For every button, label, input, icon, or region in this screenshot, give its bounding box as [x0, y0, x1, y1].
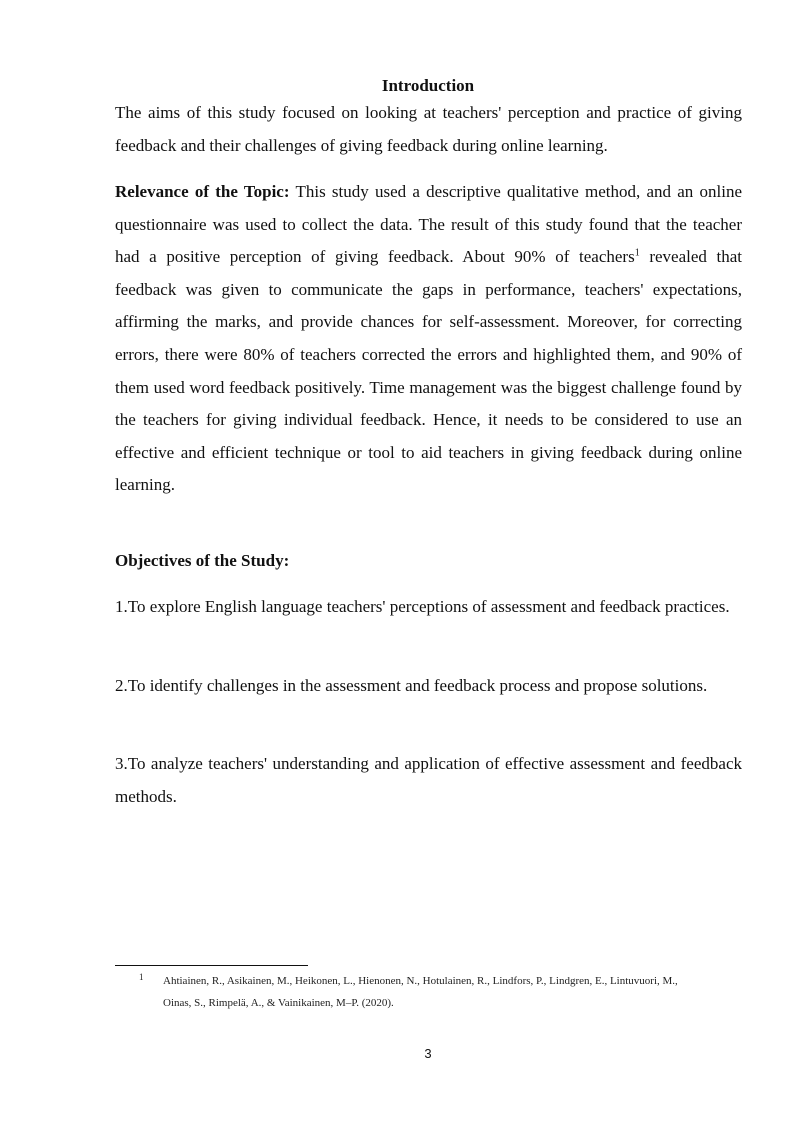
- intro-paragraph: The aims of this study focused on looking at teachers' perception and practice of giving feedback and their challenges of giving feedback during online learning.: [115, 103, 742, 155]
- footnote-mark: 1: [139, 972, 144, 982]
- relevance-text-after: revealed that feedback was given to communicate the gaps in performance, teachers' expectations, affirming the marks, and provide chances for self-assessment. Moreover, for correcting errors, there were 80% of teachers corrected the errors and highlighted them, and 90% of them used word feedback positively. Time management was the biggest challenge found by the teachers for giving individual feedback. Hence, it needs to be considered to use an effective and efficient technique or tool to aid teachers in giving feedback during online learning.: [115, 247, 742, 495]
- footnote-line-1: Ahtiainen, R., Asikainen, M., Heikonen, L., Hienonen, N., Hotulainen, R., Lindfors, P., Lindgren, E., Lintuvuori, M.,: [163, 975, 678, 987]
- footnote-divider: [115, 965, 308, 966]
- relevance-paragraph: [115, 176, 742, 502]
- objective-item-1: 1.To explore English language teachers' perceptions of assessment and feedback practices.: [115, 597, 730, 616]
- objective-item-2: 2.To identify challenges in the assessment and feedback process and propose solutions.: [115, 676, 708, 695]
- footnote-line-2: Oinas, S., Rimpelä, A., & Vainikainen, M–P. (2020).: [163, 997, 394, 1009]
- section-heading: Introduction: [381, 76, 475, 95]
- footnote: [115, 970, 742, 1014]
- objectives-heading: Objectives of the Study:: [115, 551, 290, 570]
- page-number: 3: [424, 1046, 432, 1061]
- relevance-label: Relevance of the Topic:: [115, 182, 290, 201]
- objective-item-3: 3.To analyze teachers' understanding and application of effective assessment and feedback methods.: [115, 754, 742, 806]
- footnote-reference[interactable]: 1: [634, 247, 640, 259]
- relevance-text-before: This study used a descriptive qualitative method, and an online questionnaire was used to collect the data. The result of this study found that the teacher had a positive perception of giving feedback. About 90% of teachers: [115, 182, 742, 267]
